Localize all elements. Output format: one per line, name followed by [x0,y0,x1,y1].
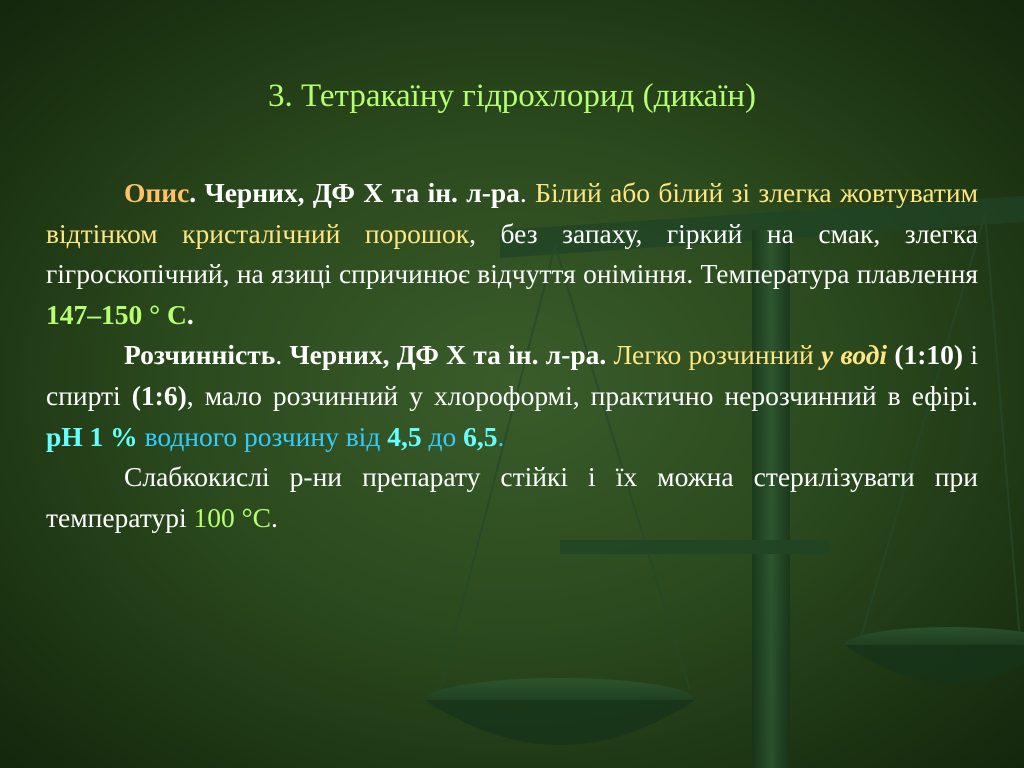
solubility-label-dot: . [275,339,283,371]
description-label-dot: . [189,177,197,208]
solubility-label: Розчинність [124,339,276,371]
description-properties: , без запаху, гіркий на смак, злегка гігроскопічний, на язиці спричинює відчуття оніміння. Температура плавлення [46,217,978,290]
sterilization-temperature: 100 °С [193,501,271,533]
description-paragraph [46,173,978,335]
melting-point-value: 147–150 ° С [46,298,187,330]
description-source-dot: . [519,177,527,208]
ph-high-value: 6,5 [463,420,498,452]
solubility-end-dot: . [497,420,505,452]
description-source: Черних, ДФ Х та ін. л-ра [196,177,520,208]
description-appearance: Білий або білий зі злегка жовтуватим відтінком кристалічний порошок [46,177,978,249]
ph-to-word: до [421,420,464,452]
solubility-in-water: у воді [821,339,888,371]
slide-body [46,173,978,538]
ph-label: pH 1 % [46,420,138,452]
solubility-easily-soluble: Легко розчинний [606,339,821,371]
sterilization-text: Слабкокислі р-ни препарату стійкі і їх можна стерилізувати при температурі [46,461,978,533]
ph-solution-text: водного розчину від [137,420,388,452]
solubility-alcohol-text: і спирті [46,339,978,411]
alcohol-ratio: (1:6) [131,379,187,411]
solubility-other-solvents: , мало розчинний у хлороформі, практично нерозчинний в ефірі. [186,379,978,411]
solubility-source: Черних, ДФ Х та ін. л-ра. [282,339,607,371]
ph-low-value: 4,5 [387,420,422,452]
sterilization-paragraph [46,457,978,538]
water-ratio: (1:10) [887,339,964,371]
description-label: Опис [124,177,190,208]
sterilization-end-dot: . [270,501,278,533]
description-end-dot: . [186,298,194,330]
solubility-paragraph [46,335,978,457]
slide-title: 3. Тетракаїну гідрохлорид (дикаїн) [267,78,757,114]
